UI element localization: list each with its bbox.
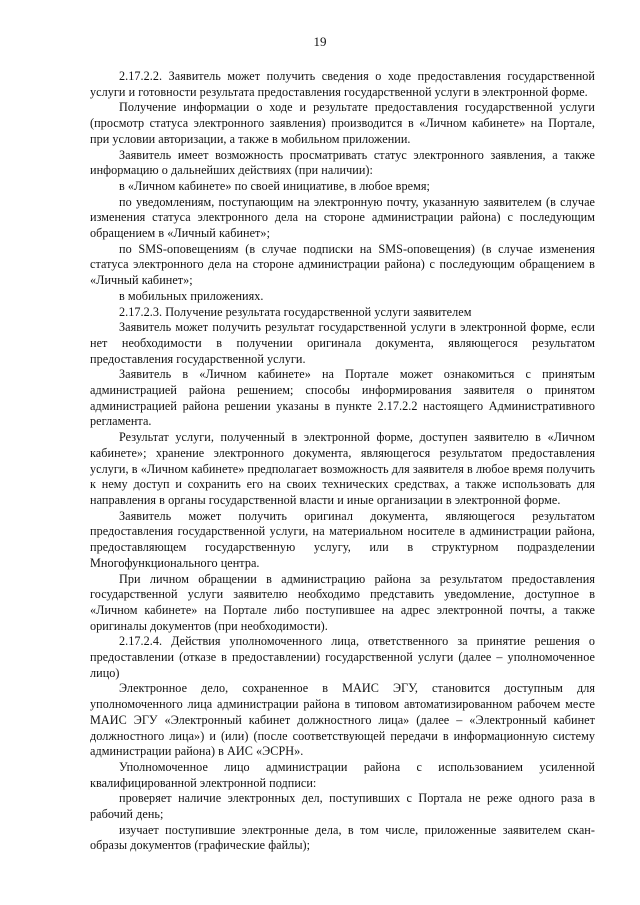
paragraph: Заявитель имеет возможность просматривать статус электронного заявления, а также информацию о дальнейших действиях (при наличии): — [90, 147, 595, 178]
paragraph: 2.17.2.2. Заявитель может получить сведения о ходе предоставления государственной услуги и готовности результата предоставления государственной услуги в электронной форме. — [90, 69, 595, 99]
body-text — [90, 69, 595, 854]
paragraph: Получение информации о ходе и результате предоставления государственной услуги (просмотр статуса электронного заявления) производится в «Личном кабинете» на Портале, при условии авторизации, а также в мобильном приложении. — [90, 100, 595, 146]
paragraph: по уведомлениям, поступающим на электронную почту, указанную заявителем (в случае изменения статуса электронного дела на стороне администрации района) с последующим обращением в «Личный кабинет»; — [90, 194, 595, 241]
paragraph: изучает поступившие электронные дела, в том числе, приложенные заявителем скан-образы документов (графические файлы); — [90, 822, 595, 853]
paragraph: Результат услуги, полученный в электронной форме, доступен заявителю в «Личном кабинете»; хранение электронного документа, являющегося результатом предоставления услуги, в «Личном кабинете» предполагает возможность для заявителя в любое время получить к нему доступ и сохранить его на своих технических средствах, а также использовать для направления в органы государственной власти и иные организации в электронной форме. — [90, 430, 595, 507]
section-heading: 2.17.2.4. Действия уполномоченного лица, ответственного за принятие решения о предоставлении (отказе в предоставлении) государственной услуги (далее – уполномоченное лицо) — [90, 634, 595, 680]
paragraph: по SMS-оповещениям (в случае подписки на SMS-оповещения) (в случае изменения статуса электронного дела на стороне администрации района) с последующим обращением в «Личный кабинет»; — [90, 241, 595, 288]
paragraph: Электронное дело, сохраненное в МАИС ЭГУ, становится доступным для уполномоченного лица администрации района в типовом автоматизированном рабочем месте МАИС ЭГУ «Электронный кабинет должностного лица» (далее – «Электронный кабинет должностного лица») и (или) (после соответствующей передачи в информационную систему администрации района) в АИС «ЭСРН». — [90, 681, 595, 759]
paragraph: в мобильных приложениях. — [119, 288, 264, 303]
paragraph: Заявитель в «Личном кабинете» на Портале может ознакомиться с принятым администрацией района решением; способы информирования заявителя о принятом администрацией района решении указаны в пункте 2.17.2.2 настоящего Административного регламента. — [90, 367, 595, 429]
paragraph: Заявитель может получить оригинал документа, являющегося результатом предоставления государственной услуги, на материальном носителе в администрации района, предоставляющем государственную услугу, или в структурном подразделении Многофункционального центра. — [90, 508, 595, 570]
page-number: 19 — [313, 34, 327, 49]
paragraph: При личном обращении в администрацию района за результатом предоставления государственной услуги заявителю необходимо представить уведомление, доступное в «Личном кабинете» на Портале либо поступившее на адрес электронной почты, а также оригиналы документов (при необходимости). — [90, 571, 595, 633]
paragraph: Уполномоченное лицо администрации района с использованием усиленной квалифицированной электронной подписи: — [90, 759, 595, 790]
section-heading: 2.17.2.3. Получение результата государственной услуги заявителем — [119, 304, 472, 319]
paragraph: проверяет наличие электронных дел, поступивших с Портала не реже одного раза в рабочий день; — [90, 791, 595, 822]
paragraph: Заявитель может получить результат государственной услуги в электронной форме, если нет необходимости в получении оригинала документа, являющегося результатом предоставления государственной услуги. — [90, 320, 595, 366]
paragraph: в «Личном кабинете» по своей инициативе, в любое время; — [119, 178, 430, 193]
